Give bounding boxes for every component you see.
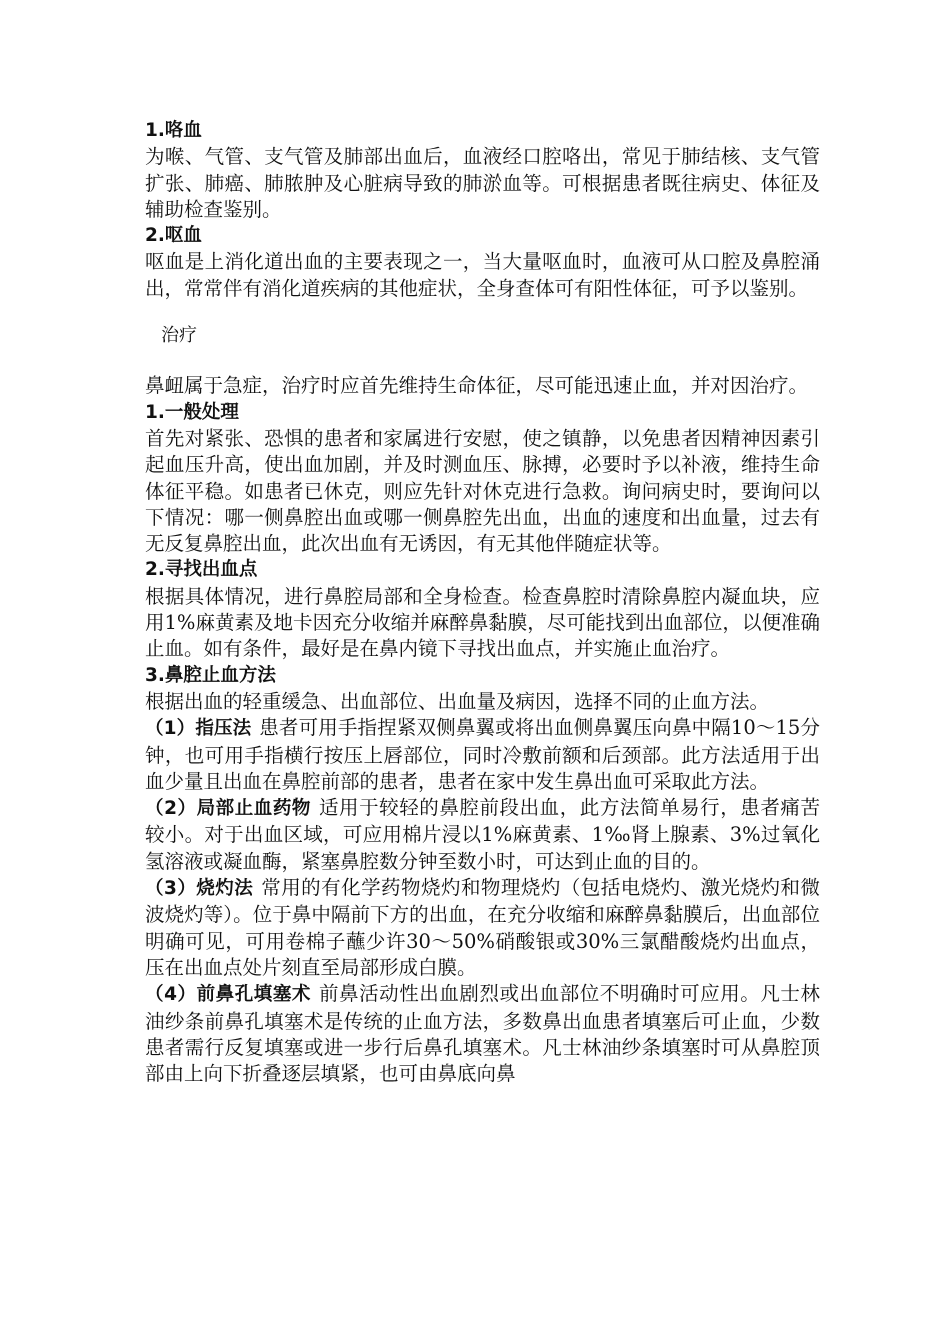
method-anterior-packing	[145, 981, 820, 1087]
document-page	[145, 118, 820, 1087]
heading-find-bleeding-point: 2.寻找出血点	[145, 559, 258, 581]
heading-nasal-hemostasis: 3.鼻腔止血方法	[145, 664, 276, 686]
method-anterior-packing-text: 前鼻活动性出血剧烈或出血部位不明确时可应用。凡士林油纱条前鼻孔填塞术是传统的止血方法，多数鼻出血患者填塞后可止血，少数患者需行反复填塞或进一步行后鼻孔填塞术。凡士林油纱条填塞时可从鼻腔顶部由上向下折叠逐层填紧，也可由鼻底向鼻	[145, 982, 820, 1086]
method-cauterization	[145, 875, 820, 981]
heading-general-management: 1.一般处理	[145, 401, 239, 423]
paragraph-find-bleeding-point: 根据具体情况，进行鼻腔局部和全身检查。检查鼻腔时清除鼻腔内凝血块，应用1%麻黄素及地卡因充分收缩并麻醉鼻黏膜，尽可能找到出血部位，以便准确止血。如有条件，最好是在鼻内镜下寻找出血点，并实施止血治疗。	[145, 584, 820, 661]
method-local-drugs-label: （2）局部止血药物	[145, 798, 311, 820]
paragraph-hemoptysis: 为喉、气管、支气管及肺部出血后，血液经口腔咯出，常见于肺结核、支气管扩张、肺癌、肺脓肿及心脏病导致的肺淤血等。可根据患者既往病史、体征及辅助检查鉴别。	[145, 145, 820, 221]
heading-hematemesis: 2.呕血	[145, 225, 202, 247]
paragraph-hematemesis: 呕血是上消化道出血的主要表现之一，当大量呕血时，血液可从口腔及鼻腔涌出，常常伴有消化道疾病的其他症状，全身查体可有阳性体征，可予以鉴别。	[145, 250, 820, 300]
heading-hemoptysis: 1.咯血	[145, 120, 202, 141]
paragraph-treatment-intro: 鼻衄属于急症，治疗时应首先维持生命体征，尽可能迅速止血，并对因治疗。	[145, 374, 809, 398]
paragraph-general-management: 首先对紧张、恐惧的患者和家属进行安慰，使之镇静，以免患者因精神因素引起血压升高，使出血加剧，并及时测血压、脉搏，必要时予以补液，维持生命体征平稳。如患者已休克，则应先针对休克进行急救。询问病史时，要询问以下情况：哪一侧鼻腔出血或哪一侧鼻腔先出血，出血的速度和出血量，过去有无反复鼻腔出血，此次出血有无诱因，有无其他伴随症状等。	[145, 426, 820, 556]
method-local-drugs	[145, 795, 820, 875]
method-cauterization-text: 常用的有化学药物烧灼和物理烧灼（包括电烧灼、激光烧灼和微波烧灼等）。位于鼻中隔前下方的出血，在充分收缩和麻醉鼻黏膜后，出血部位明确可见，可用卷棉子蘸少许30～50%硝酸银或30%三氯醋酸烧灼出血点，压在出血点处片刻直至局部形成白膜。	[145, 876, 820, 979]
method-local-drugs-text: 适用于较轻的鼻腔前段出血，此方法简单易行，患者痛苦较小。对于出血区域，可应用棉片浸以1%麻黄素、1‰肾上腺素、3%过氧化氢溶液或凝血酶，紧塞鼻腔数分钟至数小时，可达到止血的目的。	[145, 796, 820, 873]
method-finger-pressure-label: （1）指压法	[145, 718, 252, 740]
method-finger-pressure-text: 患者可用手指捏紧双侧鼻翼或将出血侧鼻翼压向鼻中隔10～15分钟，也可用手指横行按压上唇部位，同时冷敷前额和后颈部。此方法适用于出血少量且出血在鼻腔前部的患者，患者在家中发生鼻出血可采取此方法。	[145, 716, 820, 793]
method-cauterization-label: （3）烧灼法	[145, 878, 254, 900]
paragraph-nasal-hemostasis: 根据出血的轻重缓急、出血部位、出血量及病因，选择不同的止血方法。	[145, 689, 770, 713]
section-title-treatment: 治疗	[161, 325, 197, 347]
method-anterior-packing-label: （4）前鼻孔填塞术	[145, 984, 311, 1006]
method-finger-pressure	[145, 715, 820, 795]
